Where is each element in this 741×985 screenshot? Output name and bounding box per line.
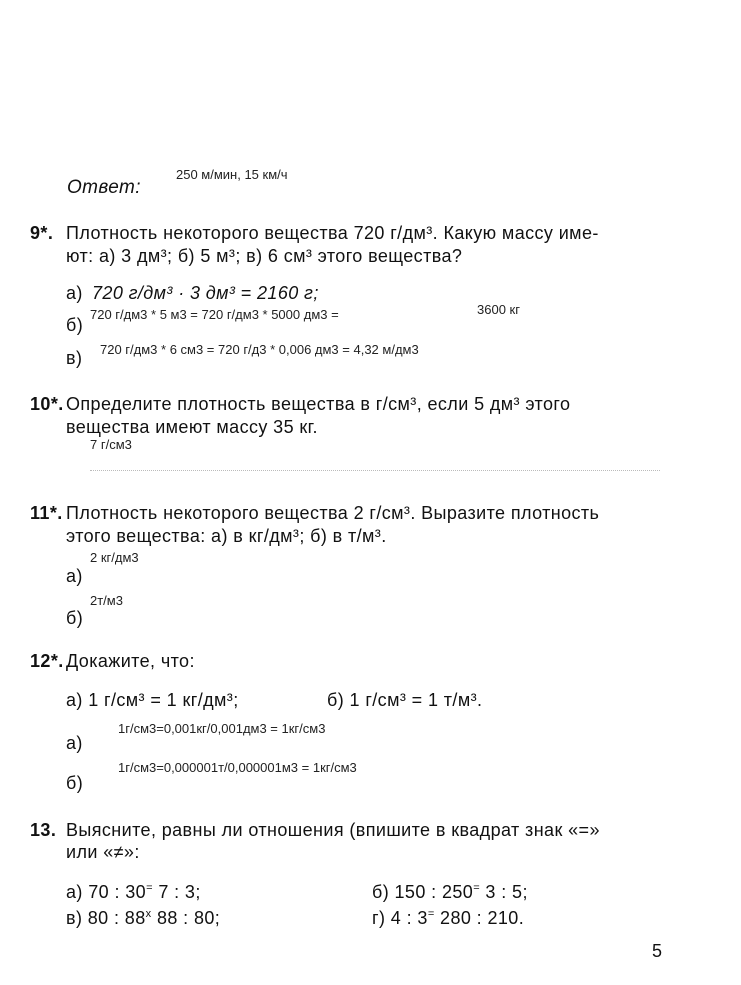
question-number: 10*. xyxy=(30,394,64,414)
question-text: или «≠»: xyxy=(66,842,140,862)
ratio-item-d: г) 4 : 3= 280 : 210. xyxy=(372,908,525,928)
item-label: а) xyxy=(66,566,83,586)
item-label: а) xyxy=(66,733,83,753)
question-text: Докажите, что: xyxy=(66,651,195,671)
item-label: б) xyxy=(66,773,84,793)
question-text: Выясните, равны ли отношения (впишите в квадрат знак «=» xyxy=(66,820,600,840)
sign-box[interactable]: = xyxy=(146,882,153,894)
answer-a: 1г/см3=0,001кг/0,001дм3 = 1кг/см3 xyxy=(118,721,326,736)
question-number: 12*. xyxy=(30,651,64,671)
item-label: б) xyxy=(66,315,84,335)
answer-8-value: 250 м/мин, 15 км/ч xyxy=(176,167,288,182)
page-number: 5 xyxy=(652,941,663,961)
claim-b: б) 1 г/см³ = 1 т/м³. xyxy=(327,690,483,710)
item-label: в) xyxy=(66,348,83,368)
question-text: вещества имеют массу 35 кг. xyxy=(66,417,318,437)
question-number: 13. xyxy=(30,820,57,840)
answer-b-result: 3600 кг xyxy=(477,302,520,317)
item-label: а) xyxy=(66,283,83,303)
claim-a: а) 1 г/см³ = 1 кг/дм³; xyxy=(66,690,239,710)
item-label: б) xyxy=(66,608,84,628)
question-text: Плотность некоторого вещества 2 г/см³. Выразите плотность xyxy=(66,503,600,523)
question-text: Определите плотность вещества в г/см³, если 5 дм³ этого xyxy=(66,394,571,414)
solution-a: 720 г/дм³ · 3 дм³ = 2160 г; xyxy=(92,283,319,303)
question-text: этого вещества: а) в кг/дм³; б) в т/м³. xyxy=(66,526,387,546)
sign-box[interactable]: = xyxy=(427,908,435,920)
ratio-item-c: в) 80 : 88$^x$ 88 : 80; xyxy=(66,908,221,928)
question-number: 9*. xyxy=(30,223,54,243)
answer-c: 720 г/дм3 * 6 см3 = 720 г/д3 * 0,006 дм3 = 4,32 м/дм3 xyxy=(100,342,419,357)
question-text: Плотность некоторого вещества 720 г/дм³. Какую массу име- xyxy=(66,223,599,243)
sign-box[interactable]: x xyxy=(145,908,152,920)
sign-box[interactable]: = xyxy=(473,882,481,894)
ratio-item-b: б) 150 : 250= 3 : 5; xyxy=(372,882,528,902)
answer: 7 г/см3 xyxy=(90,437,132,452)
answer-b: 2т/м3 xyxy=(90,593,123,608)
answer-b: 1г/см3=0,000001т/0,000001м3 = 1кг/см3 xyxy=(118,760,357,775)
question-number: 11*. xyxy=(30,503,63,523)
answer-b: 720 г/дм3 * 5 м3 = 720 г/дм3 * 5000 дм3 = xyxy=(90,307,339,322)
answer-a: 2 кг/дм3 xyxy=(90,550,139,565)
answer-label: Ответ: xyxy=(67,177,141,198)
ratio-item-a: а) 70 : 30= 7 : 3; xyxy=(66,882,201,902)
question-text: ют: а) 3 дм³; б) 5 м³; в) 6 см³ этого вещества? xyxy=(66,246,463,266)
